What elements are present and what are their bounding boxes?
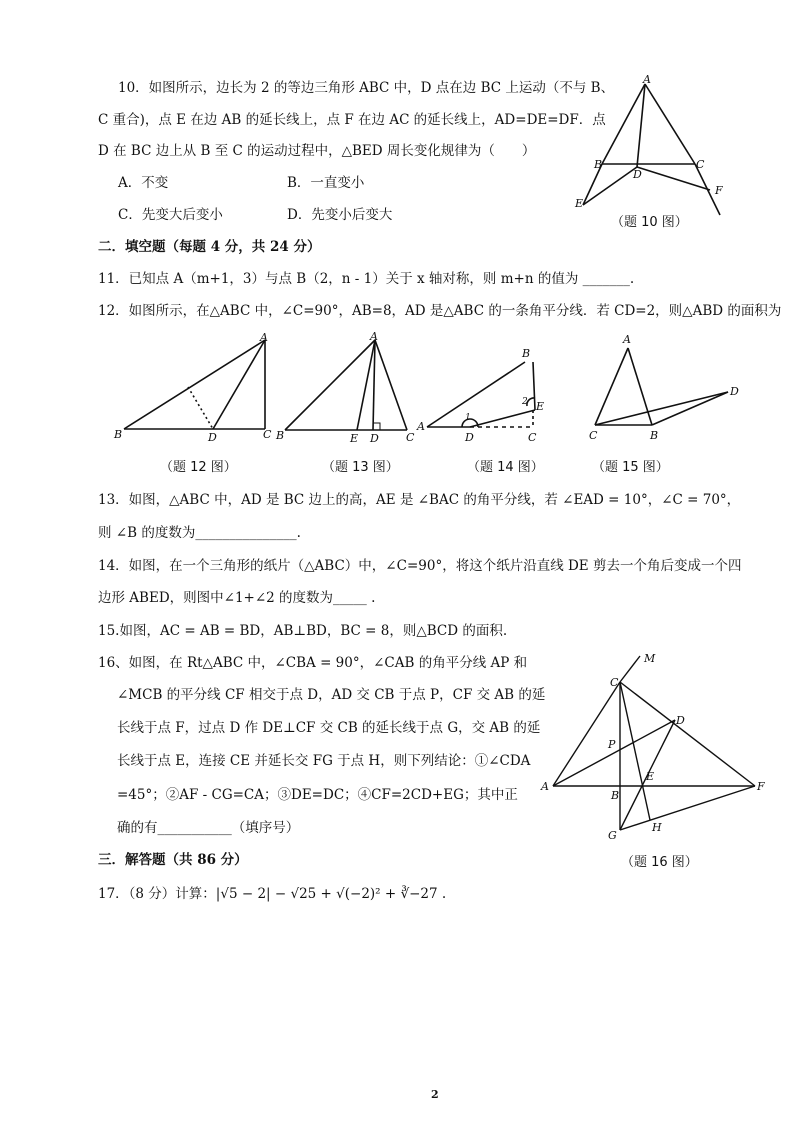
fig10-label-e: E [575,197,584,210]
page-number: 2 [431,1088,439,1101]
q16-line3: 长线于点 F，过点 D 作 DE⊥CF 交 CB 的延长线于点 G，交 AB 的延 [117,720,541,736]
fig13-label-b: B [276,429,285,442]
fig15-label-b: B [650,429,659,442]
q10-option-d: D．先变小后变大 [287,207,393,223]
fig10-label-d: D [633,168,642,181]
section-2-heading: 二．填空题（每题 4 分，共 24 分） [98,239,321,255]
q16-line2: ∠MCB 的平分线 CF 相交于点 D，AD 交 CB 于点 P，CF 交 AB 的延 [117,687,546,703]
fig12-label-b: B [114,428,123,441]
fig16-label-m: M [644,652,656,665]
figure-16 [535,648,770,848]
q14-line1: 14．如图，在一个三角形的纸片（△ABC）中，∠C=90°，将这个纸片沿直线 DE 剪去一个角后变成一个四 [98,558,742,574]
figure-15 [580,330,750,445]
q13-line1: 13．如图，△ABC 中，AD 是 BC 边上的高，AE 是 ∠BAC 的角平分线，若 ∠EAD = 10°，∠C = 70°， [98,492,741,508]
section-3-heading: 三．解答题（共 86 分） [98,852,248,868]
fig13-caption: （题 13 图） [322,460,399,475]
q11-text: 11．已知点 A（m+1，3）与点 B（2，n - 1）关于 x 轴对称，则 m+n 的值为 _______. [98,271,635,287]
fig13-label-d: D [370,432,379,445]
q10-option-b: B．一直变小 [287,175,365,191]
fig12-label-c: C [263,428,272,441]
fig16-label-c: C [610,676,619,689]
q12-text: 12．如图所示，在△ABC 中，∠C=90°，AB=8，AD 是△ABC 的一条角平分线．若 CD=2，则△ABD 的面积为 [98,303,782,319]
fig13-label-a: A [370,330,378,343]
fig10-caption: （题 10 图） [611,215,688,230]
fig15-label-a: A [623,333,631,346]
fig14-label-e: E [536,400,545,413]
q10-line1: 10．如图所示，边长为 2 的等边三角形 ABC 中，D 点在边 BC 上运动（不与 B、 [118,80,615,96]
fig14-angle-2: 2 [522,397,528,407]
fig14-label-a: A [417,420,425,433]
fig10-label-b: B [594,158,603,171]
q16-line1: 16、如图，在 Rt△ABC 中，∠CBA = 90°，∠CAB 的角平分线 AP 和 [98,655,528,671]
figure-12 [110,330,280,445]
fig16-label-g: G [608,829,617,842]
fig14-label-d: D [465,431,474,444]
fig16-label-b: B [611,789,620,802]
q14-line2: 边形 ABED，则图中∠1+∠2 的度数为_____ . [98,590,376,606]
figure-10 [565,72,735,232]
q15-text: 15.如图，AC = AB = BD，AB⊥BD，BC = 8，则△BCD 的面积. [98,623,508,639]
fig16-label-a: A [541,780,549,793]
q10-line2: C 重合)，点 E 在边 AB 的延长线上，点 F 在边 AC 的延长线上，AD=DE=DF．点 [98,112,606,128]
q10-option-a: A．不变 [118,175,169,191]
q16-line6: 确的有___________（填序号） [117,820,300,836]
q16-line5: =45°；②AF - CG=CA；③DE=DC；④CF=2CD+EG；其中正 [117,787,518,803]
q10-option-c: C．先变大后变小 [118,207,223,223]
fig16-label-e: E [646,770,655,783]
fig14-label-b: B [522,347,531,360]
fig14-caption: （题 14 图） [467,460,544,475]
q10-line3: D 在 BC 边上从 B 至 C 的运动过程中，△BED 周长变化规律为（ ） [98,143,536,159]
figure-14 [415,340,555,445]
fig10-label-c: C [696,158,705,171]
fig15-caption: （题 15 图） [592,460,669,475]
fig14-angle-1: 1 [465,413,471,423]
fig16-caption: （题 16 图） [621,855,698,870]
fig13-label-c: C [406,431,415,444]
q17-text: 17．（8 分）计算：|√5 − 2| − √25 + √(−2)² + ∛−27 . [98,886,447,902]
fig12-label-d: D [208,431,217,444]
fig12-label-a: A [260,331,268,344]
fig15-label-d: D [730,385,739,398]
q13-line2: 则 ∠B 的度数为_______________. [98,525,301,541]
fig14-label-c: C [528,431,537,444]
fig15-label-c: C [589,429,598,442]
fig12-caption: （题 12 图） [160,460,237,475]
fig16-label-h: H [652,821,662,834]
q16-line4: 长线于点 E，连接 CE 并延长交 FG 于点 H，则下列结论：①∠CDA [117,753,531,769]
fig16-label-f: F [757,780,765,793]
fig10-label-a: A [643,73,651,86]
fig16-label-d: D [676,714,685,727]
fig13-label-e: E [350,432,359,445]
fig10-label-f: F [715,184,723,197]
fig16-label-p: P [608,738,616,751]
figure-13 [275,330,425,445]
